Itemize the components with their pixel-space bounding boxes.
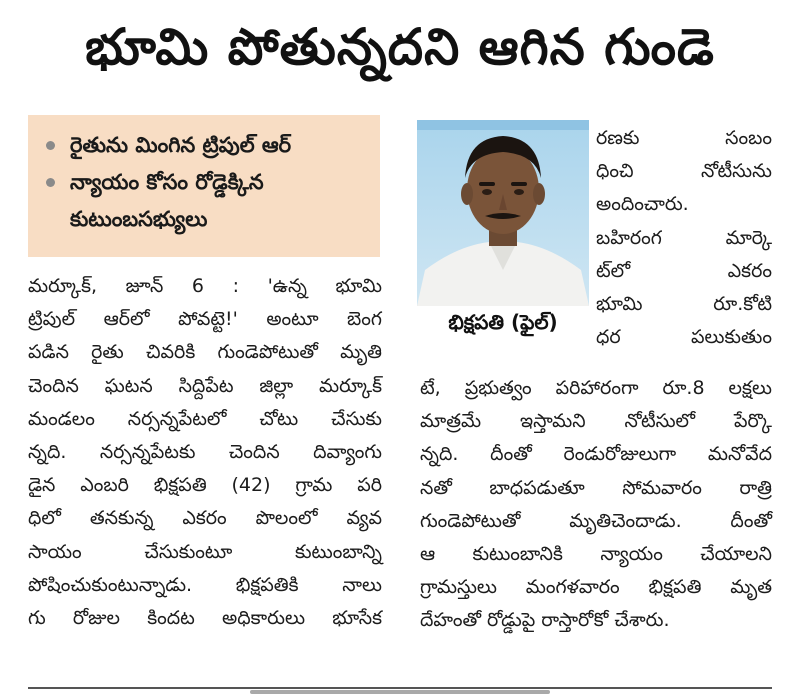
article-line: దేహంతో రోడ్డుపై రాస్తారోకో చేశారు. [420,609,670,632]
article-line: న్నది. నర్సన్నపేటకు చెందిన దివ్యాంగు [28,441,382,464]
portrait-illustration [417,120,589,306]
portrait-photo [417,120,589,306]
article-line: టే, ప్రభుత్వం పరిహారంగా రూ.8 లక్షలు [420,377,772,399]
highlight-item-1 [44,127,370,164]
article-line: ట్‌లో ఎకరం [596,259,772,282]
headline: భూమి పోతున్నదని ఆగిన గుండె [85,18,715,76]
highlight-item-2 [44,164,370,201]
article-right-wide-column [420,372,772,638]
article-line: అందించారు. [596,193,689,216]
bullet-icon [46,141,55,150]
article-line: చెందిన ఘటన సిద్దిపేట జిల్లా మర్కూక్ [28,374,382,397]
article-line: బహిరంగ మార్కె [596,226,772,249]
article-line: సాయం చేసుకుంటూ కుటుంబాన్ని [28,540,382,563]
article-line: న్నది. దీంతో రెండురోజులుగా మనోవేద [420,443,772,466]
highlight-text-1: రైతును మింగిన ట్రిపుల్ ఆర్ [70,133,292,157]
highlight-text-2: న్యాయం కోసం రోడ్డెక్కిన [70,170,264,194]
article-line: ట్రిపుల్ ఆర్‌లో పోవట్టె!' అంటూ బెంగ [28,308,382,331]
scroll-indicator [250,690,550,694]
article-line: ధిలో తనకున్న ఎకరం పొలంలో వ్యవ [28,507,382,530]
bottom-divider [28,687,772,689]
article-line: గు రోజుల కిందట అధికారులు భూసేక [28,607,382,630]
photo-caption: భిక్షపతి (ఫైల్) [448,310,558,334]
article-line: పోషించుకుంటున్నాడు. భిక్షపతికి నాలు [28,573,382,596]
article-line: రణకు సంబం [596,127,772,149]
article-line: మర్కూక్, జూన్ 6 : 'ఉన్న భూమి [28,275,382,297]
article-line: ధర పలుకుతుం [596,326,772,349]
highlight-text-2-continued: కుటుంబసభ్యులు [70,207,208,231]
article-line: మాత్రమే ఇస్తామని నోటీసులో పేర్కొ [420,410,772,433]
article-line: ఆ కుటుంబానికి న్యాయం చేయాలని [420,543,772,566]
article-line: భూమి రూ.కోటి [596,293,772,316]
highlight-item-2-continued [44,201,370,238]
article-line: పడిన రైతు చివరికి గుండెపోటుతో మృతి [28,341,382,364]
article-line: ధించి నోటీసును [596,160,772,183]
article-line: డైన ఎంబరి భిక్షపతి (42) గ్రామ పరి [28,474,382,497]
highlights-box [28,115,380,257]
article-line: గుండెపోటుతో మృతిచెందాడు. దీంతో [420,509,772,532]
article-line: గ్రామస్తులు మంగళవారం భిక్షపతి మృత [420,576,772,599]
article-line: నతో బాధపడుతూ సోమవారం రాత్రి [420,476,772,499]
bullet-icon [46,178,55,187]
article-line: మండలం నర్సన్నపేటలో చోటు చేసుకు [28,407,382,430]
highlights-list [44,127,370,238]
article-right-narrow-column [596,122,772,354]
article-left-column [28,270,382,635]
